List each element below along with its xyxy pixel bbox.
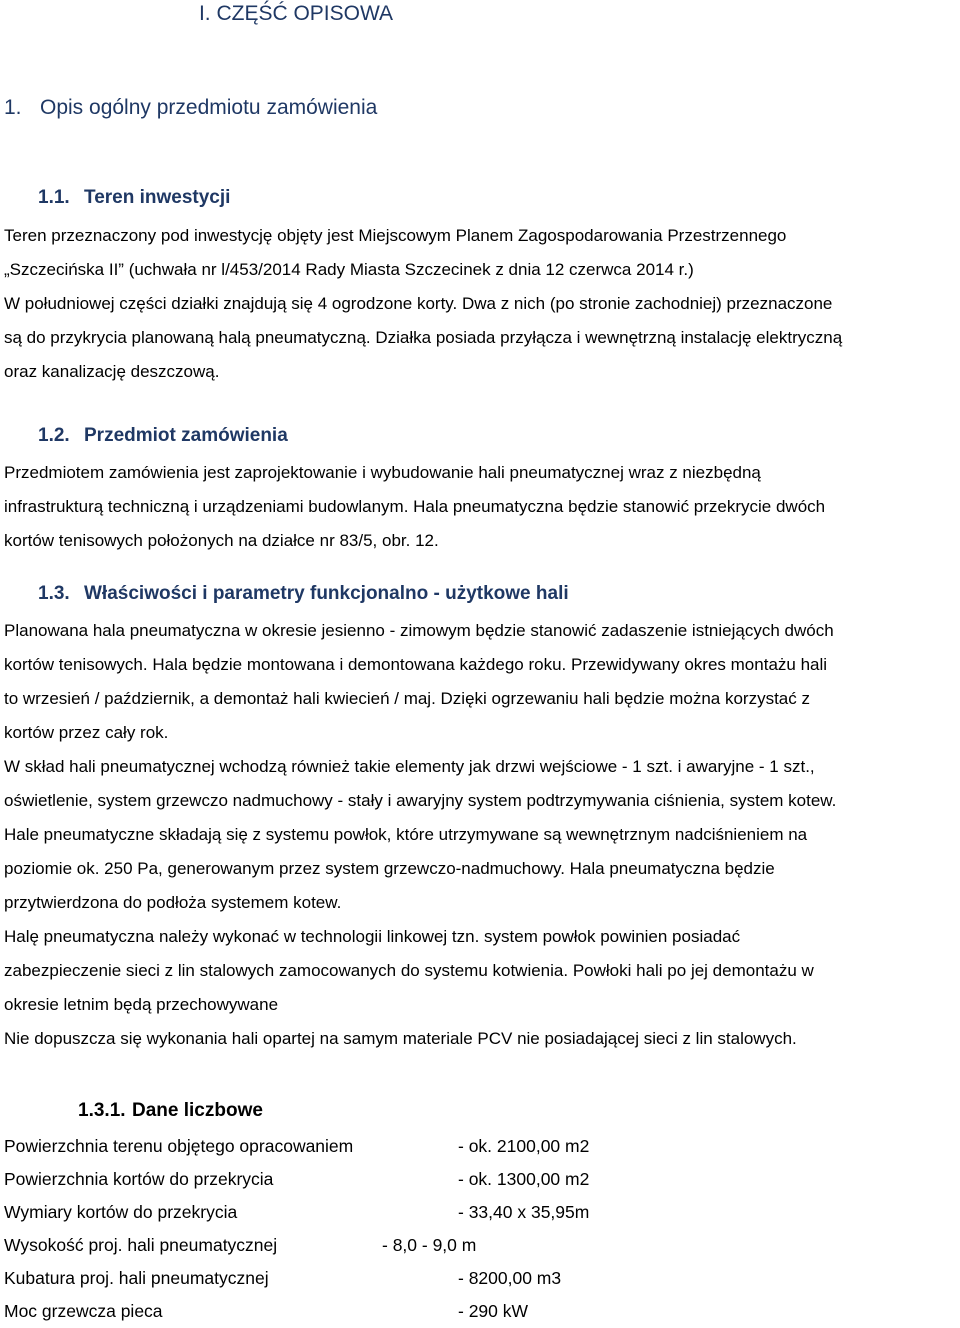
text-line: kortów przez cały rok. bbox=[4, 723, 169, 742]
data-value: - 290 kW bbox=[458, 1301, 529, 1321]
paragraph-wlasciwosci-hali bbox=[4, 614, 960, 1056]
section-title: Opis ogólny przedmiotu zamówienia bbox=[40, 96, 378, 119]
section-number: 1.1. bbox=[38, 187, 70, 208]
paragraph-teren-inwestycji bbox=[4, 219, 960, 389]
text-line: kortów tenisowych. Hala będzie montowana i demontowana każdego roku. Przewidywany okres montażu hali bbox=[4, 655, 828, 674]
section-title: Przedmiot zamówienia bbox=[84, 425, 288, 446]
section-title: Dane liczbowe bbox=[132, 1100, 263, 1121]
data-label: Kubatura proj. hali pneumatycznej bbox=[4, 1268, 269, 1288]
data-label: Powierzchnia kortów do przekrycia bbox=[4, 1169, 274, 1189]
text-line: Przedmiotem zamówienia jest zaprojektowanie i wybudowanie hali pneumatycznej wraz z niezbędną bbox=[4, 463, 761, 482]
text-line: Halę pneumatyczna należy wykonać w technologii linkowej tzn. system powłok powinien posiadać bbox=[4, 927, 741, 946]
data-value: - 8,0 - 9,0 m bbox=[382, 1235, 477, 1255]
text-line: są do przykrycia planowaną halą pneumatyczną. Działka posiada przyłącza i wewnętrzną instalację elektryczną bbox=[4, 328, 843, 347]
section-heading-1 bbox=[4, 96, 377, 120]
text-line: to wrzesień / październik, a demontaż hali kwiecień / maj. Dzięki ogrzewaniu hali będzie można korzystać z bbox=[4, 689, 810, 708]
text-line: oświetlenie, system grzewczo nadmuchowy - stały i awaryjny system podtrzymywania ciśnienia, system kotew. bbox=[4, 791, 837, 810]
text-line: W południowej części działki znajdują się 4 ogrodzone korty. Dwa z nich (po stronie zachodniej) przeznaczone bbox=[4, 294, 833, 313]
data-label: Powierzchnia terenu objętego opracowaniem bbox=[4, 1136, 354, 1156]
paragraph-przedmiot-zamowienia bbox=[4, 456, 960, 558]
section-heading-1-3-1 bbox=[78, 1100, 263, 1122]
data-value: - 33,40 x 35,95m bbox=[458, 1202, 590, 1222]
section-heading-1-1 bbox=[38, 187, 230, 209]
section-number: 1. bbox=[4, 96, 22, 119]
section-heading-1-2 bbox=[38, 425, 288, 447]
text-line: oraz kanalizację deszczową. bbox=[4, 362, 220, 381]
text-line: Planowana hala pneumatyczna w okresie jesienno - zimowym będzie stanowić zadaszenie istniejących dwóch bbox=[4, 621, 834, 640]
text-line: Teren przeznaczony pod inwestycję objęty jest Miejscowym Planem Zagospodarowania Przestrzennego bbox=[4, 226, 787, 245]
text-line: przytwierdzona do podłoża systemem kotew. bbox=[4, 893, 342, 912]
document-title: I. CZĘŚĆ OPISOWA bbox=[198, 2, 394, 25]
data-value: - ok. 2100,00 m2 bbox=[458, 1136, 590, 1156]
section-number: 1.2. bbox=[38, 425, 70, 446]
section-number: 1.3. bbox=[38, 583, 70, 604]
text-line: Nie dopuszcza się wykonania hali opartej na samym materiale PCV nie posiadającej sieci z lin stalowych. bbox=[4, 1029, 797, 1048]
data-value: - 8200,00 m3 bbox=[458, 1268, 562, 1288]
text-line: Hale pneumatyczne składają się z systemu powłok, które utrzymywane są wewnętrznym nadciśnieniem na bbox=[4, 825, 808, 844]
text-line: „Szczecińska II” (uchwała nr l/453/2014 Rady Miasta Szczecinek z dnia 12 czerwca 2014 r.) bbox=[4, 260, 694, 279]
section-heading-1-3 bbox=[38, 583, 569, 605]
text-line: zabezpieczenie sieci z lin stalowych zamocowanych do systemu kotwienia. Powłoki hali po jej demontażu w bbox=[4, 961, 814, 980]
data-value: - ok. 1300,00 m2 bbox=[458, 1169, 590, 1189]
data-label: Moc grzewcza pieca bbox=[4, 1301, 163, 1321]
section-title: Teren inwestycji bbox=[84, 187, 231, 208]
text-line: okresie letnim będą przechowywane bbox=[4, 995, 279, 1014]
section-number: 1.3.1. bbox=[78, 1100, 126, 1121]
text-line: poziomie ok. 250 Pa, generowanym przez system grzewczo-nadmuchowy. Hala pneumatyczna będzie bbox=[4, 859, 775, 878]
data-label: Wymiary kortów do przekrycia bbox=[4, 1202, 238, 1222]
text-line: W skład hali pneumatycznej wchodzą również takie elementy jak drzwi wejściowe - 1 szt. i awaryjne - 1 szt., bbox=[4, 757, 815, 776]
section-title: Właściwości i parametry funkcjonalno - użytkowe hali bbox=[84, 583, 569, 604]
data-label: Wysokość proj. hali pneumatycznej bbox=[4, 1235, 278, 1255]
text-line: infrastrukturą techniczną i urządzeniami budowlanym. Hala pneumatyczna będzie stanowić przekrycie dwóch bbox=[4, 497, 826, 516]
text-line: kortów tenisowych położonych na działce nr 83/5, obr. 12. bbox=[4, 531, 439, 550]
